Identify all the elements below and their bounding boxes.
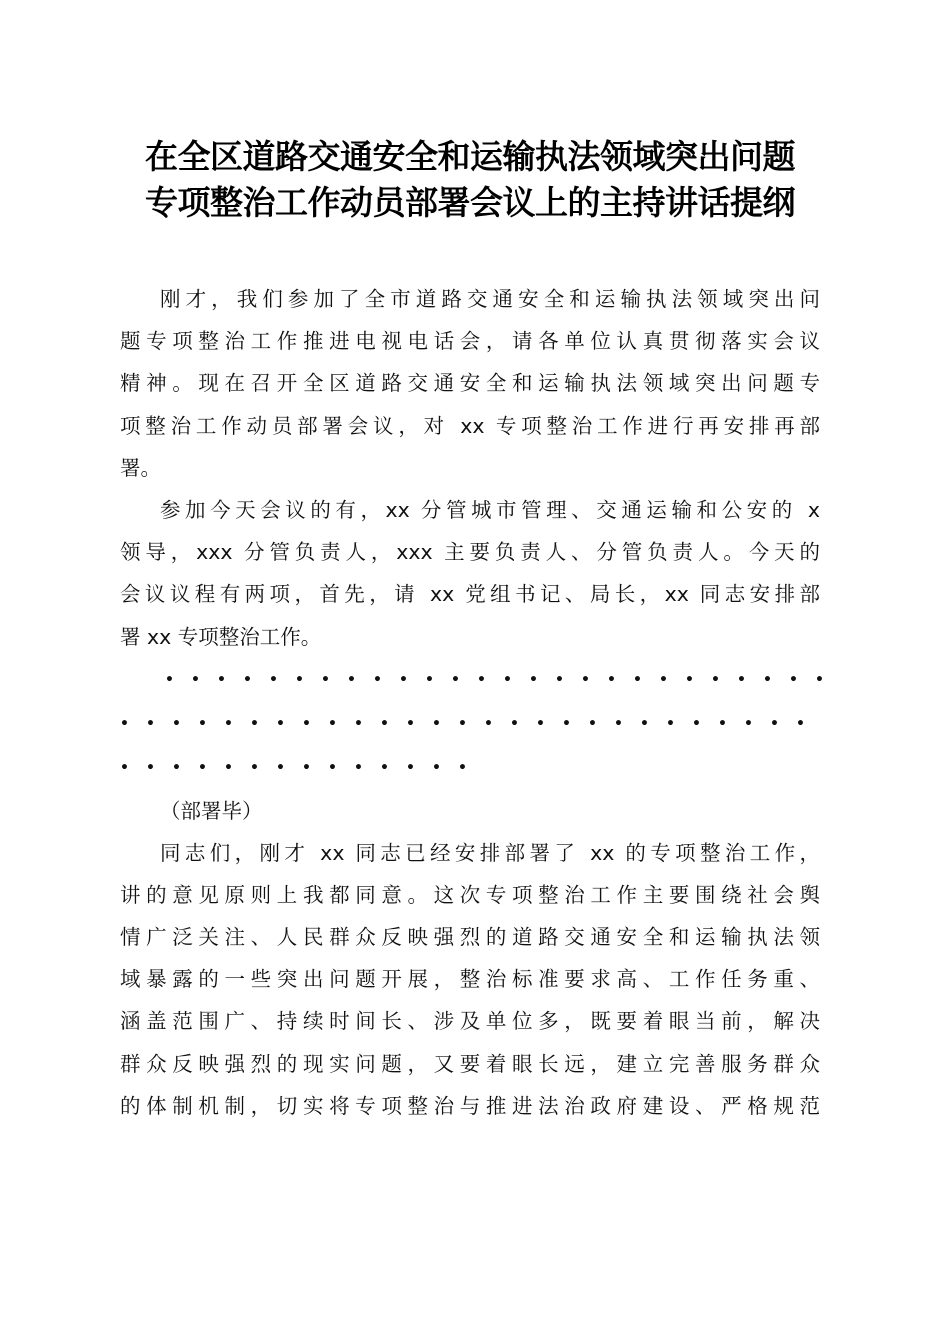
ellipsis-dot: • bbox=[555, 671, 564, 688]
ellipsis-dot: • bbox=[789, 671, 798, 688]
text-line: 领导，xxx 分管负责人，xxx 主要负责人、分管负责人。今天的 bbox=[120, 540, 820, 565]
title-line-2: 专项整治工作动员部署会议上的主持讲话提纲 bbox=[145, 183, 795, 222]
ellipsis-dot: • bbox=[484, 715, 493, 732]
ellipsis-dot: • bbox=[633, 671, 642, 688]
ellipsis-dot: • bbox=[536, 715, 545, 732]
ellipsis-dot: • bbox=[354, 759, 363, 776]
ellipsis-dot: • bbox=[588, 715, 597, 732]
ellipsis-dot: • bbox=[302, 715, 311, 732]
ellipsis-dot: • bbox=[666, 715, 675, 732]
ellipsis-dot: • bbox=[692, 715, 701, 732]
ellipsis-dot: • bbox=[172, 759, 181, 776]
ellipsis-dot: • bbox=[321, 671, 330, 688]
ellipsis-dot: • bbox=[347, 671, 356, 688]
ellipsis-dot: • bbox=[458, 715, 467, 732]
ellipsis-dot: • bbox=[328, 759, 337, 776]
text-line: 项整治工作动员部署会议，对 xx 专项整治工作进行再安排再部 bbox=[120, 413, 820, 438]
ellipsis-dot: • bbox=[432, 715, 441, 732]
ellipsis-dot: • bbox=[763, 671, 772, 688]
ellipsis-dot: • bbox=[770, 715, 779, 732]
ellipsis-dot: • bbox=[685, 671, 694, 688]
ellipsis-dot: • bbox=[250, 759, 259, 776]
ellipsis-dot: • bbox=[276, 715, 285, 732]
ellipsis-dot: • bbox=[120, 715, 129, 732]
ellipsis-dot: • bbox=[510, 715, 519, 732]
ellipsis-dot: • bbox=[477, 671, 486, 688]
ellipsis-block bbox=[120, 658, 824, 790]
ellipsis-dot: • bbox=[744, 715, 753, 732]
ellipsis-dot: • bbox=[562, 715, 571, 732]
document-body bbox=[120, 278, 824, 1127]
ellipsis-dot: • bbox=[146, 759, 155, 776]
text-line: 署 xx 专项整治工作。 bbox=[120, 624, 322, 649]
ellipsis-dot: • bbox=[503, 671, 512, 688]
ellipsis-dot: • bbox=[165, 671, 174, 688]
text-line: 情广泛关注、人民群众反映强烈的道路交通安全和运输执法领 bbox=[120, 925, 820, 950]
ellipsis-dot: • bbox=[328, 715, 337, 732]
ellipsis-dot: • bbox=[432, 759, 441, 776]
ellipsis-dot: • bbox=[224, 759, 233, 776]
text-line: 参加今天会议的有，xx 分管城市管理、交通运输和公安的 x bbox=[160, 497, 820, 522]
ellipsis-dot: • bbox=[172, 715, 181, 732]
ellipsis-row-3 bbox=[120, 746, 820, 790]
paragraph-attendees bbox=[120, 489, 820, 658]
ellipsis-dot: • bbox=[458, 759, 467, 776]
paragraph-remarks bbox=[120, 832, 820, 1127]
ellipsis-dot: • bbox=[198, 759, 207, 776]
ellipsis-dot: • bbox=[399, 671, 408, 688]
ellipsis-dot: • bbox=[451, 671, 460, 688]
text-line: 会议议程有两项，首先，请 xx 党组书记、局长，xx 同志安排部 bbox=[120, 582, 820, 607]
text-line: 题专项整治工作推进电视电话会，请各单位认真贯彻落实会议 bbox=[120, 329, 820, 354]
ellipsis-dot: • bbox=[529, 671, 538, 688]
ellipsis-dot: • bbox=[737, 671, 746, 688]
ellipsis-row-1 bbox=[120, 658, 824, 702]
text-line: （部署毕） bbox=[160, 798, 263, 823]
ellipsis-dot: • bbox=[815, 671, 824, 688]
text-line: 同志们，刚才 xx 同志已经安排部署了 xx 的专项整治工作， bbox=[160, 840, 820, 865]
text-line: 域暴露的一些突出问题开展，整治标准要求高、工作任务重、 bbox=[120, 967, 820, 992]
ellipsis-dot: • bbox=[295, 671, 304, 688]
ellipsis-dot: • bbox=[796, 715, 805, 732]
text-line: 精神。现在召开全区道路交通安全和运输执法领域突出问题专 bbox=[120, 371, 820, 396]
ellipsis-dot: • bbox=[224, 715, 233, 732]
ellipsis-dot: • bbox=[276, 759, 285, 776]
ellipsis-dot: • bbox=[243, 671, 252, 688]
paragraph-deployment-done bbox=[120, 790, 820, 832]
ellipsis-dot: • bbox=[354, 715, 363, 732]
document-title bbox=[120, 134, 820, 226]
ellipsis-dot: • bbox=[380, 715, 389, 732]
text-line: 的体制机制，切实将专项整治与推进法治政府建设、严格规范 bbox=[120, 1093, 820, 1118]
text-line: 刚才，我们参加了全市道路交通安全和运输执法领域突出问 bbox=[160, 287, 820, 311]
text-line: 涵盖范围广、持续时间长、涉及单位多，既要着眼当前，解决 bbox=[120, 1009, 820, 1034]
ellipsis-dot: • bbox=[614, 715, 623, 732]
text-line: 讲的意见原则上我都同意。这次专项整治工作主要围绕社会舆 bbox=[120, 882, 820, 907]
title-line-1: 在全区道路交通安全和运输执法领域突出问题 bbox=[145, 137, 795, 176]
ellipsis-dot: • bbox=[406, 759, 415, 776]
ellipsis-dot: • bbox=[581, 671, 590, 688]
ellipsis-dot: • bbox=[191, 671, 200, 688]
paragraph-opening bbox=[120, 278, 820, 489]
ellipsis-dot: • bbox=[302, 759, 311, 776]
ellipsis-row-2 bbox=[120, 702, 820, 746]
ellipsis-dot: • bbox=[120, 759, 129, 776]
ellipsis-dot: • bbox=[269, 671, 278, 688]
ellipsis-dot: • bbox=[711, 671, 720, 688]
ellipsis-dot: • bbox=[217, 671, 226, 688]
ellipsis-dot: • bbox=[198, 715, 207, 732]
ellipsis-dot: • bbox=[406, 715, 415, 732]
ellipsis-dot: • bbox=[380, 759, 389, 776]
ellipsis-dot: • bbox=[640, 715, 649, 732]
text-line: 署。 bbox=[120, 455, 161, 480]
ellipsis-dot: • bbox=[146, 715, 155, 732]
ellipsis-dot: • bbox=[425, 671, 434, 688]
ellipsis-dot: • bbox=[607, 671, 616, 688]
ellipsis-dot: • bbox=[250, 715, 259, 732]
ellipsis-dot: • bbox=[373, 671, 382, 688]
ellipsis-dot: • bbox=[659, 671, 668, 688]
text-line: 群众反映强烈的现实问题，又要着眼长远，建立完善服务群众 bbox=[120, 1051, 820, 1076]
ellipsis-dot: • bbox=[718, 715, 727, 732]
